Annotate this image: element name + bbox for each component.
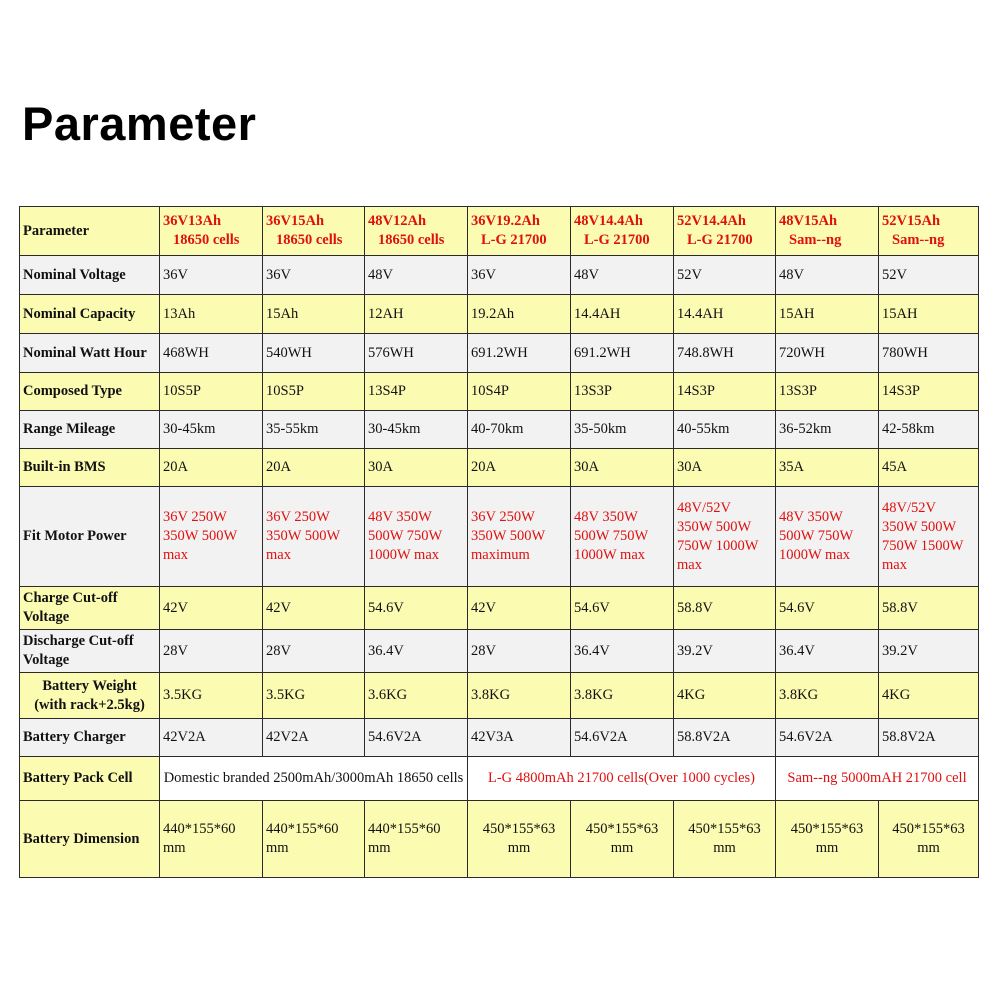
- table-cell: 13S3P: [571, 373, 674, 411]
- table-cell: 28V: [263, 630, 365, 673]
- table-cell: 54.6V: [776, 587, 879, 630]
- table-cell: 58.8V2A: [674, 719, 776, 757]
- row-label: Charge Cut-off Voltage: [20, 587, 160, 630]
- table-cell: 4KG: [879, 673, 979, 719]
- table-cell: 440*155*60 mm: [263, 801, 365, 878]
- table-cell: 15Ah: [263, 295, 365, 334]
- table-row: [20, 295, 979, 334]
- table-cell: 54.6V2A: [365, 719, 468, 757]
- model-header: 52V14.4Ah L-G 21700: [674, 207, 776, 256]
- table-cell: 468WH: [160, 334, 263, 373]
- table-row: [20, 719, 979, 757]
- table-cell: 13S3P: [776, 373, 879, 411]
- table-cell: 42V3A: [468, 719, 571, 757]
- table-cell: 3.6KG: [365, 673, 468, 719]
- table-cell: 30-45km: [365, 411, 468, 449]
- table-row: [20, 757, 979, 801]
- table-cell: 19.2Ah: [468, 295, 571, 334]
- table-cell: 40-70km: [468, 411, 571, 449]
- table-cell: 3.8KG: [776, 673, 879, 719]
- row-label: Battery Dimension: [20, 801, 160, 878]
- table-cell: 48V/52V 350W 500W 750W 1000W max: [674, 487, 776, 587]
- table-cell: 42V2A: [160, 719, 263, 757]
- table-cell: 20A: [263, 449, 365, 487]
- table-cell: 691.2WH: [571, 334, 674, 373]
- table-cell: 48V 350W 500W 750W 1000W max: [365, 487, 468, 587]
- cell-group-18650: Domestic branded 2500mAh/3000mAh 18650 cells: [160, 757, 468, 801]
- table-cell: 40-55km: [674, 411, 776, 449]
- table-cell: 14.4AH: [674, 295, 776, 334]
- table-cell: 42V2A: [263, 719, 365, 757]
- model-header: 48V15Ah Sam--ng: [776, 207, 879, 256]
- table-cell: 450*155*63 mm: [571, 801, 674, 878]
- table-cell: 36.4V: [365, 630, 468, 673]
- table-cell: 36-52km: [776, 411, 879, 449]
- table-cell: 36V 250W 350W 500W maximum: [468, 487, 571, 587]
- table-cell: 35A: [776, 449, 879, 487]
- table-cell: 15AH: [879, 295, 979, 334]
- table-cell: 36V 250W 350W 500W max: [263, 487, 365, 587]
- table-cell: 42V: [468, 587, 571, 630]
- table-row: [20, 587, 979, 630]
- table-cell: 42V: [160, 587, 263, 630]
- model-header: 48V12Ah 18650 cells: [365, 207, 468, 256]
- table-row: [20, 487, 979, 587]
- table-cell: 540WH: [263, 334, 365, 373]
- table-cell: 52V: [879, 256, 979, 295]
- page-title: Parameter: [22, 97, 257, 150]
- table-cell: 20A: [160, 449, 263, 487]
- table-cell: 28V: [468, 630, 571, 673]
- table-cell: 691.2WH: [468, 334, 571, 373]
- table-cell: 15AH: [776, 295, 879, 334]
- table-cell: 42-58km: [879, 411, 979, 449]
- parameter-table: [19, 206, 979, 878]
- table-cell: 13Ah: [160, 295, 263, 334]
- table-cell: 30A: [674, 449, 776, 487]
- row-label: Battery Pack Cell: [20, 757, 160, 801]
- table-cell: 14S3P: [674, 373, 776, 411]
- table-cell: 780WH: [879, 334, 979, 373]
- table-row: [20, 411, 979, 449]
- row-label: Fit Motor Power: [20, 487, 160, 587]
- table-cell: 28V: [160, 630, 263, 673]
- table-cell: 10S5P: [160, 373, 263, 411]
- table-cell: 52V: [674, 256, 776, 295]
- table-cell: 450*155*63 mm: [468, 801, 571, 878]
- model-header: 36V15Ah 18650 cells: [263, 207, 365, 256]
- table-cell: 36V: [160, 256, 263, 295]
- table-cell: 450*155*63 mm: [776, 801, 879, 878]
- table-cell: 3.5KG: [263, 673, 365, 719]
- table-cell: 720WH: [776, 334, 879, 373]
- table-cell: 12AH: [365, 295, 468, 334]
- row-label: Battery Weight (with rack+2.5kg): [20, 673, 160, 719]
- row-label: Nominal Voltage: [20, 256, 160, 295]
- table-row: [20, 256, 979, 295]
- table-cell: 36.4V: [776, 630, 879, 673]
- table-cell: 36V: [468, 256, 571, 295]
- table-cell: 450*155*63 mm: [879, 801, 979, 878]
- header-row: [20, 207, 979, 256]
- table-cell: 36.4V: [571, 630, 674, 673]
- table-cell: 748.8WH: [674, 334, 776, 373]
- table-cell: 42V: [263, 587, 365, 630]
- table-cell: 54.6V2A: [776, 719, 879, 757]
- row-label: Range Mileage: [20, 411, 160, 449]
- row-label: Nominal Watt Hour: [20, 334, 160, 373]
- table-cell: 45A: [879, 449, 979, 487]
- table-cell: 3.8KG: [468, 673, 571, 719]
- table-cell: 3.8KG: [571, 673, 674, 719]
- cell-group-samsung-21700: Sam--ng 5000mAH 21700 cell: [776, 757, 979, 801]
- table-cell: 13S4P: [365, 373, 468, 411]
- header-label: Parameter: [20, 207, 160, 256]
- table-cell: 58.8V: [674, 587, 776, 630]
- table-row: [20, 373, 979, 411]
- table-cell: 30A: [571, 449, 674, 487]
- table-cell: 36V: [263, 256, 365, 295]
- table-row: [20, 801, 979, 878]
- row-label: Discharge Cut-off Voltage: [20, 630, 160, 673]
- model-header: 36V13Ah 18650 cells: [160, 207, 263, 256]
- table-cell: 39.2V: [674, 630, 776, 673]
- table-cell: 39.2V: [879, 630, 979, 673]
- table-cell: 48V 350W 500W 750W 1000W max: [571, 487, 674, 587]
- table-cell: 54.6V2A: [571, 719, 674, 757]
- table-cell: 450*155*63 mm: [674, 801, 776, 878]
- table-row: [20, 630, 979, 673]
- table-cell: 54.6V: [365, 587, 468, 630]
- table-cell: 14S3P: [879, 373, 979, 411]
- table-cell: 30-45km: [160, 411, 263, 449]
- row-label: Nominal Capacity: [20, 295, 160, 334]
- table-cell: 3.5KG: [160, 673, 263, 719]
- table-row: [20, 334, 979, 373]
- model-header: 36V19.2Ah L-G 21700: [468, 207, 571, 256]
- table-cell: 440*155*60 mm: [160, 801, 263, 878]
- table-cell: 58.8V2A: [879, 719, 979, 757]
- row-label: Built-in BMS: [20, 449, 160, 487]
- table-cell: 36V 250W 350W 500W max: [160, 487, 263, 587]
- table-cell: 20A: [468, 449, 571, 487]
- table-cell: 54.6V: [571, 587, 674, 630]
- table-cell: 48V: [776, 256, 879, 295]
- table-cell: 35-55km: [263, 411, 365, 449]
- table-cell: 10S5P: [263, 373, 365, 411]
- table-cell: 30A: [365, 449, 468, 487]
- table-cell: 10S4P: [468, 373, 571, 411]
- table-row: [20, 449, 979, 487]
- table-cell: 576WH: [365, 334, 468, 373]
- table-cell: 48V: [571, 256, 674, 295]
- table-cell: 58.8V: [879, 587, 979, 630]
- table-cell: 48V 350W 500W 750W 1000W max: [776, 487, 879, 587]
- table-cell: 440*155*60 mm: [365, 801, 468, 878]
- table-row: [20, 673, 979, 719]
- row-label: Composed Type: [20, 373, 160, 411]
- model-header: 48V14.4Ah L-G 21700: [571, 207, 674, 256]
- model-header: 52V15Ah Sam--ng: [879, 207, 979, 256]
- table-cell: 48V: [365, 256, 468, 295]
- cell-group-lg-21700: L-G 4800mAh 21700 cells(Over 1000 cycles): [468, 757, 776, 801]
- row-label: Battery Charger: [20, 719, 160, 757]
- table-cell: 14.4AH: [571, 295, 674, 334]
- table-cell: 48V/52V 350W 500W 750W 1500W max: [879, 487, 979, 587]
- table-cell: 35-50km: [571, 411, 674, 449]
- table-cell: 4KG: [674, 673, 776, 719]
